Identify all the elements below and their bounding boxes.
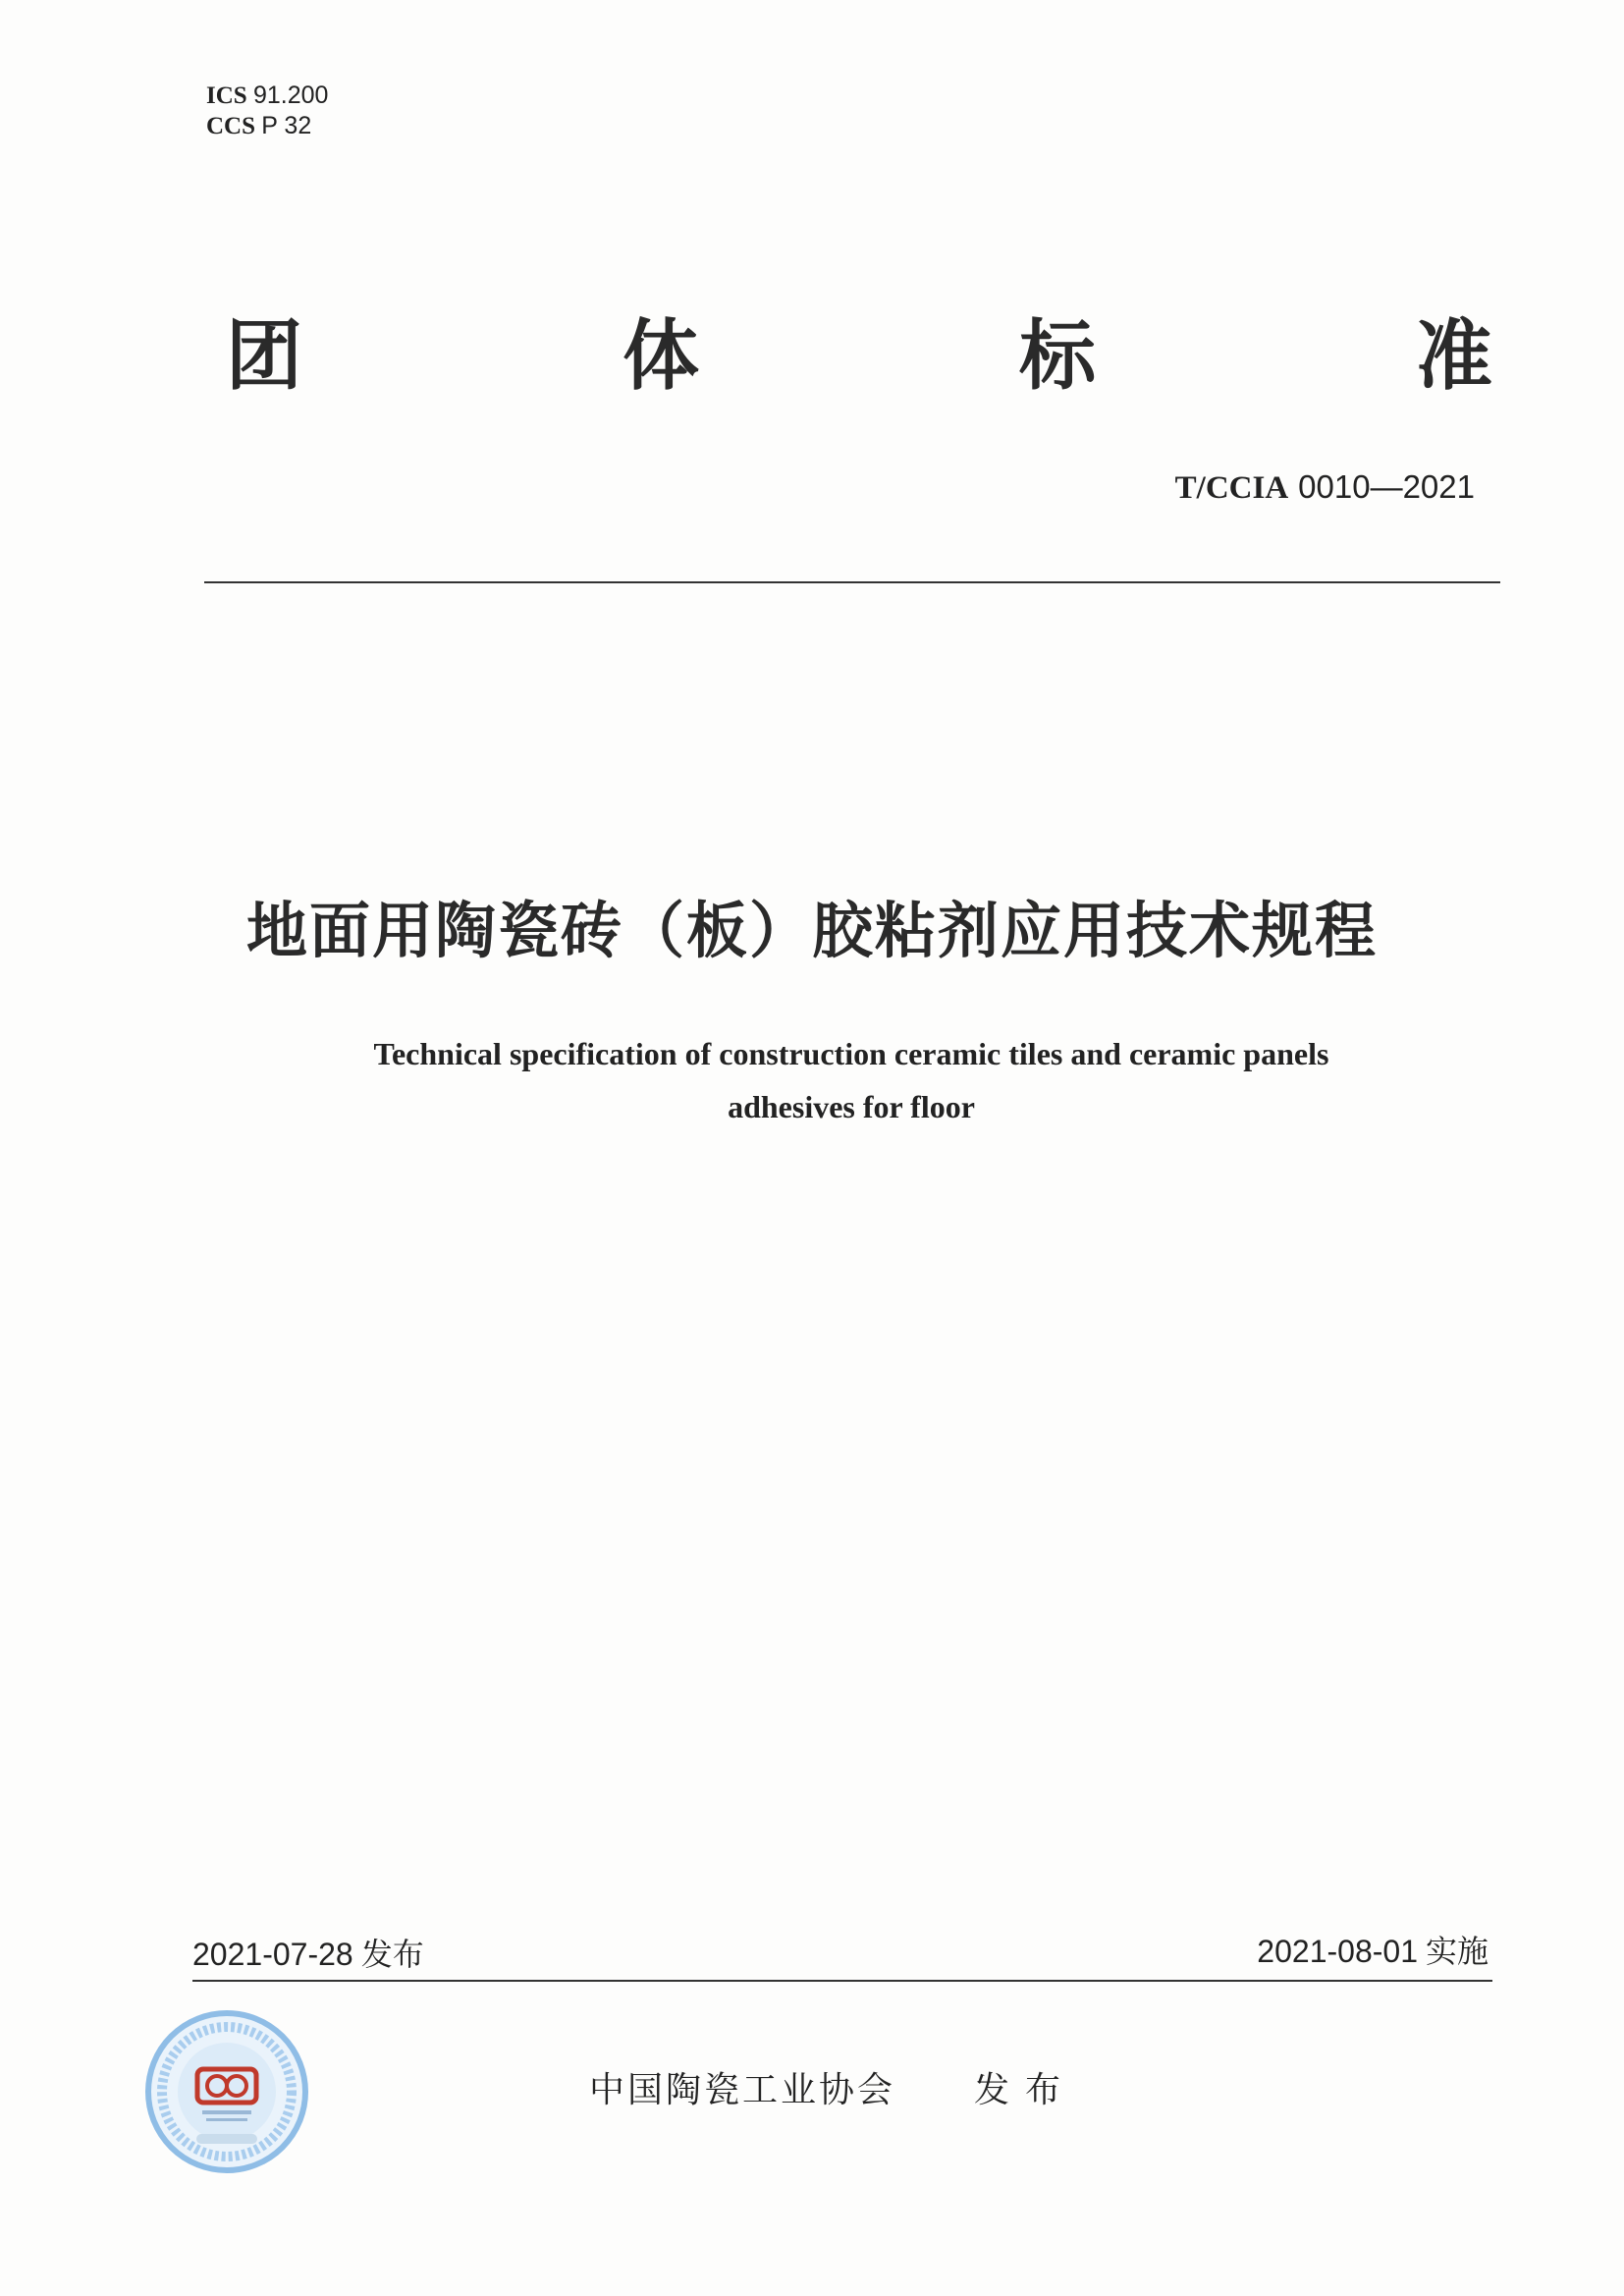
- standard-type-char: 体: [622, 312, 699, 401]
- issue-date-label: 发布: [360, 1936, 424, 1973]
- publisher: [589, 2062, 1076, 2112]
- ics-value: 91.200: [252, 82, 329, 109]
- standard-type-char: 准: [1415, 312, 1492, 401]
- issue-date: [192, 1930, 424, 1975]
- publisher-action: 发布: [974, 2070, 1077, 2110]
- implementation-date-label: 实施: [1425, 1933, 1489, 1970]
- issue-date-value: 2021-07-28: [192, 1937, 353, 1972]
- bottom-divider: [192, 1980, 1492, 1982]
- implementation-date: [1257, 1927, 1489, 1972]
- ics-code: [206, 81, 328, 111]
- title-en-line: Technical specification of construction ceramic tiles and ceramic panels: [373, 1036, 1329, 1071]
- publisher-name: 中国陶瓷工业协会: [589, 2070, 896, 2110]
- classification-codes: [206, 81, 328, 141]
- document-title-en: [196, 1027, 1506, 1133]
- title-en-line: adhesives for floor: [728, 1089, 975, 1124]
- standard-type-char: 团: [226, 312, 303, 401]
- standard-type-char: 标: [1018, 312, 1096, 401]
- standard-number-value: 0010—2021: [1298, 468, 1475, 505]
- document-title-cn: 地面用陶瓷砖（板）胶粘剂应用技术规程: [245, 895, 1378, 966]
- ccs-code: [206, 111, 328, 141]
- top-divider: [204, 581, 1500, 583]
- ccs-value: P 32: [261, 112, 312, 139]
- implementation-date-value: 2021-08-01: [1257, 1934, 1418, 1969]
- ics-label: ICS: [206, 82, 247, 109]
- standard-number: [1175, 467, 1475, 507]
- anti-counterfeit-seal-icon: [143, 2008, 310, 2175]
- standard-number-prefix: T/CCIA: [1174, 470, 1289, 506]
- standard-type-heading: [226, 312, 1492, 401]
- ccs-label: CCS: [206, 113, 256, 139]
